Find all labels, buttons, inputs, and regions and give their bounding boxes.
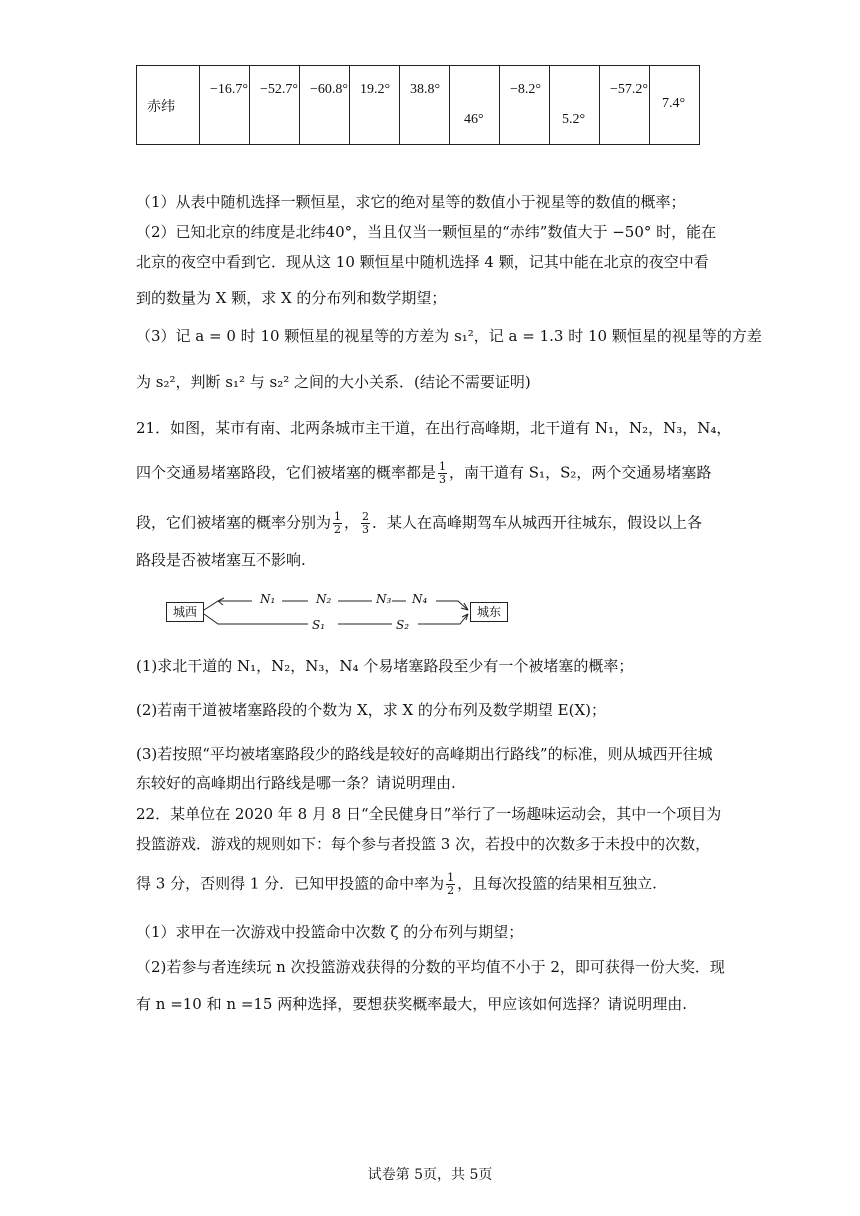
table-cell <box>300 66 350 145</box>
q21-line2-text-a: 四个交通易堵塞路段，它们被堵塞的概率都是 <box>136 463 437 482</box>
cell-value: 5.2° <box>562 112 586 127</box>
cell-value: 19.2° <box>360 82 391 97</box>
star-table <box>136 65 700 145</box>
row-label-cell <box>137 66 200 145</box>
cell-value: −16.7° <box>210 82 248 97</box>
q21-sub3-line1: (3)若按照“平均被堵塞路段少的路线是较好的高峰期出行路线”的标准，则从城西开往城 <box>136 745 713 763</box>
label-n4: N₄ <box>412 592 428 606</box>
label-s2: S₂ <box>396 618 410 632</box>
q21-sub2: (2)若南干道被堵塞路段的个数为 X，求 X 的分布列及数学期望 E(X)； <box>136 701 607 719</box>
table-cell <box>250 66 300 145</box>
q21-line3 <box>136 511 702 536</box>
label-s1: S₁ <box>312 618 326 632</box>
q20-part2-line2: 北京的夜空中看到它．现从这 10 颗恒星中随机选择 4 颗，记其中能在北京的夜空中看 <box>136 253 709 271</box>
page-footer: 试卷第 5页，共 5页 <box>367 1167 493 1183</box>
row-label: 赤纬 <box>147 100 175 115</box>
q22-sub2-line1: （2)若参与者连续玩 n 次投篮游戏获得的分数的平均值不小于 2，即可获得一份大奖．现 <box>136 958 725 976</box>
q21-line2-text-b: ，南干道有 S₁，S₂，两个交通易堵塞路 <box>449 463 712 482</box>
table-cell <box>350 66 400 145</box>
q21-sub1: (1)求北干道的 N₁，N₂，N₃，N₄ 个易堵塞路段至少有一个被堵塞的概率； <box>136 657 634 675</box>
table-row <box>137 66 700 145</box>
q20-part3-line1: （3）记 a = 0 时 10 颗恒星的视星等的方差为 s₁²，记 a = 1.3 时 10 颗恒星的视星等的方差 <box>136 327 762 345</box>
cell-value: −52.7° <box>260 82 298 97</box>
denominator: 3 <box>439 473 447 486</box>
denominator: 3 <box>362 523 370 536</box>
q22-line2: 投篮游戏．游戏的规则如下：每个参与者投篮 3 次，若投中的次数多于未投中的次数， <box>136 835 711 853</box>
q20-part2-line1: （2）已知北京的纬度是北纬40°，当且仅当一颗恒星的“赤纬”数值大于 −50° 时，能在 <box>136 223 717 241</box>
east-city-box: 城东 <box>470 602 508 622</box>
cell-value: −8.2° <box>510 82 541 97</box>
table-cell <box>500 66 550 145</box>
numerator: 1 <box>447 871 455 884</box>
table-cell <box>400 66 450 145</box>
q20-part1: （1）从表中随机选择一颗恒星，求它的绝对星等的数值小于视星等的数值的概率； <box>136 193 686 211</box>
q21-line3-text-b: ．某人在高峰期驾车从城西开往城东，假设以上各 <box>372 513 703 532</box>
label-n3: N₃ <box>376 592 392 606</box>
q21-line4: 路段是否被堵塞互不影响. <box>136 551 306 569</box>
table-cell <box>200 66 250 145</box>
fraction-one-half <box>446 872 455 897</box>
fraction-one-third <box>438 461 447 486</box>
q21-line1: 21．如图，某市有南、北两条城市主干道，在出行高峰期，北干道有 N₁，N₂，N₃，N₄， <box>136 419 732 437</box>
numerator: 1 <box>439 460 447 473</box>
q22-sub2-line2: 有 n =10 和 n =15 两种选择，要想获奖概率最大，甲应该如何选择？请说明理由. <box>136 995 688 1013</box>
q21-sub3-line2: 东较好的高峰期出行路线是哪一条？请说明理由. <box>136 774 456 792</box>
table-cell <box>600 66 650 145</box>
road-diagram <box>160 592 520 636</box>
west-city-box: 城西 <box>166 602 204 622</box>
denominator: 2 <box>334 523 342 536</box>
q20-part2-line3: 到的数量为 X 颗，求 X 的分布列和数学期望； <box>136 289 447 307</box>
table-cell <box>450 66 500 145</box>
cell-value: 7.4° <box>662 96 686 111</box>
q22-line3 <box>136 872 657 897</box>
label-n1: N₁ <box>260 592 276 606</box>
separator: ， <box>344 513 360 532</box>
numerator: 1 <box>334 510 342 523</box>
q21-line2 <box>136 461 711 486</box>
fraction-two-thirds <box>361 511 370 536</box>
road-diagram-lines <box>160 592 520 636</box>
fraction-one-half <box>333 511 342 536</box>
cell-value: 38.8° <box>410 82 441 97</box>
table-cell <box>550 66 600 145</box>
numerator: 2 <box>362 510 370 523</box>
cell-value: 46° <box>464 112 484 127</box>
cell-value: −60.8° <box>310 82 348 97</box>
q22-sub1: （1）求甲在一次游戏中投篮命中次数 ζ 的分布列与期望； <box>136 923 524 941</box>
q20-part3-line2: 为 s₂²，判断 s₁² 与 s₂² 之间的大小关系．(结论不需要证明) <box>136 373 531 391</box>
q21-line3-text-a: 段，它们被堵塞的概率分别为 <box>136 513 332 532</box>
label-n2: N₂ <box>316 592 332 606</box>
table-cell <box>650 66 700 145</box>
cell-value: −57.2° <box>610 82 648 97</box>
denominator: 2 <box>447 884 455 897</box>
q22-line1: 22．某单位在 2020 年 8 月 8 日“全民健身日”举行了一场趣味运动会，其中一个项目为 <box>136 805 722 823</box>
q22-line3-text-b: ，且每次投篮的结果相互独立. <box>457 874 657 893</box>
q22-line3-text-a: 得 3 分，否则得 1 分．已知甲投篮的命中率为 <box>136 874 445 893</box>
